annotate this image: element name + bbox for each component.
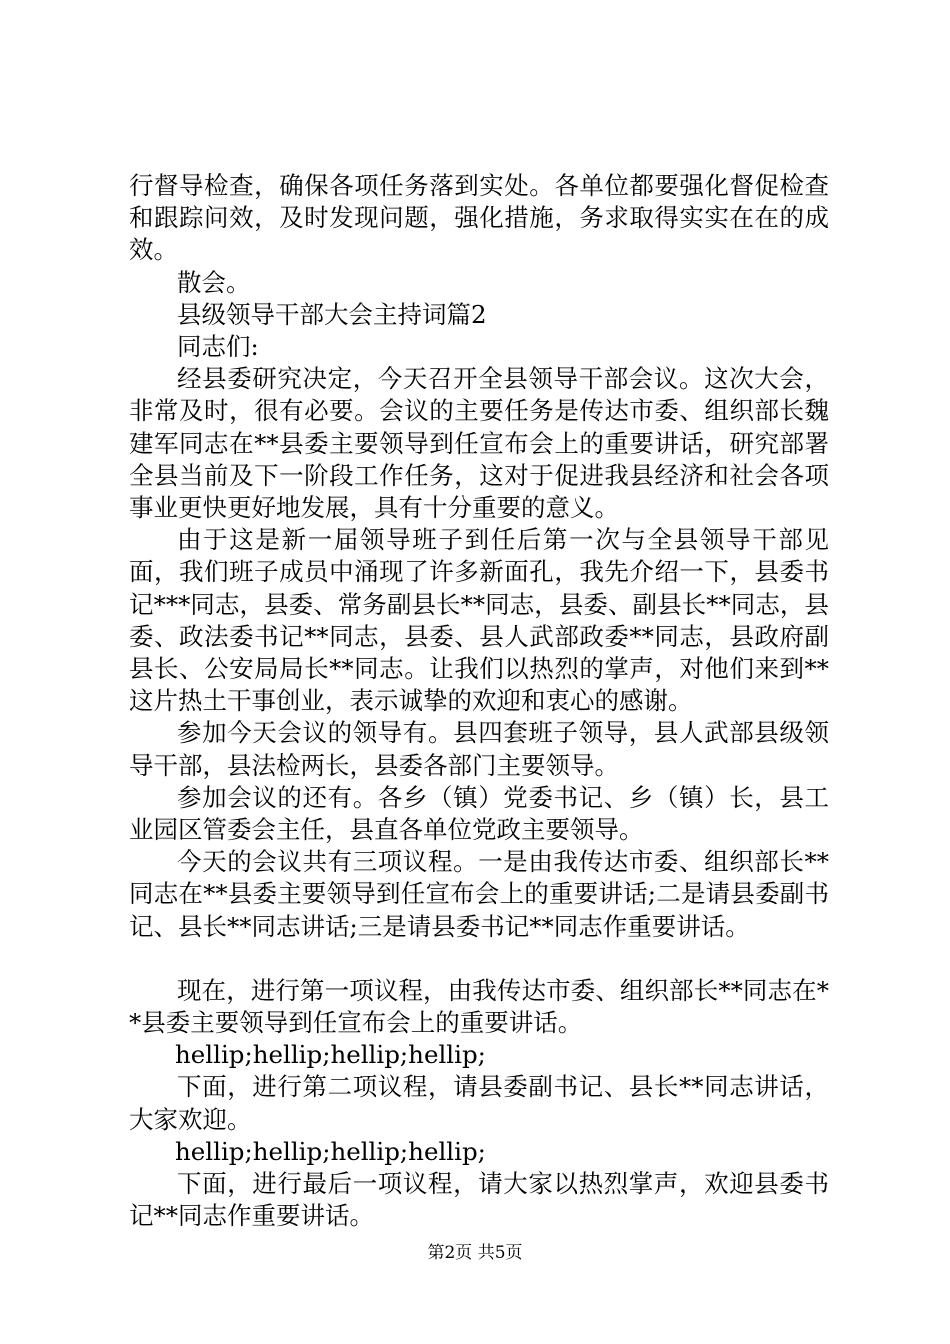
salutation: 同志们: — [177, 332, 259, 362]
document-body — [129, 170, 829, 1233]
ellipsis-line: hellip;hellip;hellip;hellip; — [175, 1136, 486, 1166]
paragraph-continuation: 行督导检查，确保各项任务落到实处。各单位都要强化督促检查和跟踪问效，及时发现问题，强化措施，务求取得实实在在的成效。 — [129, 171, 829, 265]
paragraph-adjourn: 散会。 — [177, 267, 251, 297]
section-title: 县级领导干部大会主持词篇2 — [177, 299, 487, 329]
paragraph-agenda-item-1: 现在，进行第一项议程，由我传达市委、组织部长**同志在**县委主要领导到任宣布会上的重要讲话。 — [129, 975, 829, 1038]
paragraph-meeting-purpose: 经县委研究决定，今天召开全县领导干部会议。这次大会，非常及时，很有必要。会议的主要任务是传达市委、组织部长魏建军同志在**县委主要领导到任宣布会上的重要讲话，研究部署全县当前及下一阶段工作任务，这对于促进我县经济和社会各项事业更快更好地发展，具有十分重要的意义。 — [129, 364, 829, 523]
paragraph-attending-others: 参加会议的还有。各乡（镇）党委书记、乡（镇）长，县工业园区管委会主任，县直各单位党政主要领导。 — [129, 782, 829, 845]
paragraph-introductions: 由于这是新一届领导班子到任后第一次与全县领导干部见面，我们班子成员中涌现了许多新面孔，我先介绍一下，县委书记***同志，县委、常务副县长**同志，县委、副县长**同志，县委、政法委书记**同志，县委、县人武部政委**同志，县政府副县长、公安局局长**同志。让我们以热烈的掌声，对他们来到**这片热土干事创业，表示诚挚的欢迎和衷心的感谢。 — [129, 525, 829, 716]
page-number-footer: 第2页 共5页 — [427, 1243, 523, 1263]
paragraph-agenda-item-2: 下面，进行第二项议程，请县委副书记、县长**同志讲话，大家欢迎。 — [129, 1072, 829, 1134]
paragraph-agenda-item-3: 下面，进行最后一项议程，请大家以热烈掌声，欢迎县委书记**同志作重要讲话。 — [129, 1169, 829, 1231]
ellipsis-line: hellip;hellip;hellip;hellip; — [175, 1040, 486, 1070]
paragraph-agenda: 今天的会议共有三项议程。一是由我传达市委、组织部长**同志在**县委主要领导到任宣布会上的重要讲话;二是请县委副书记、县长**同志讲话;三是请县委书记**同志作重要讲话。 — [129, 847, 829, 941]
paragraph-attending-leaders: 参加今天会议的领导有。县四套班子领导，县人武部县级领导干部，县法检两长，县委各部门主要领导。 — [129, 718, 829, 780]
